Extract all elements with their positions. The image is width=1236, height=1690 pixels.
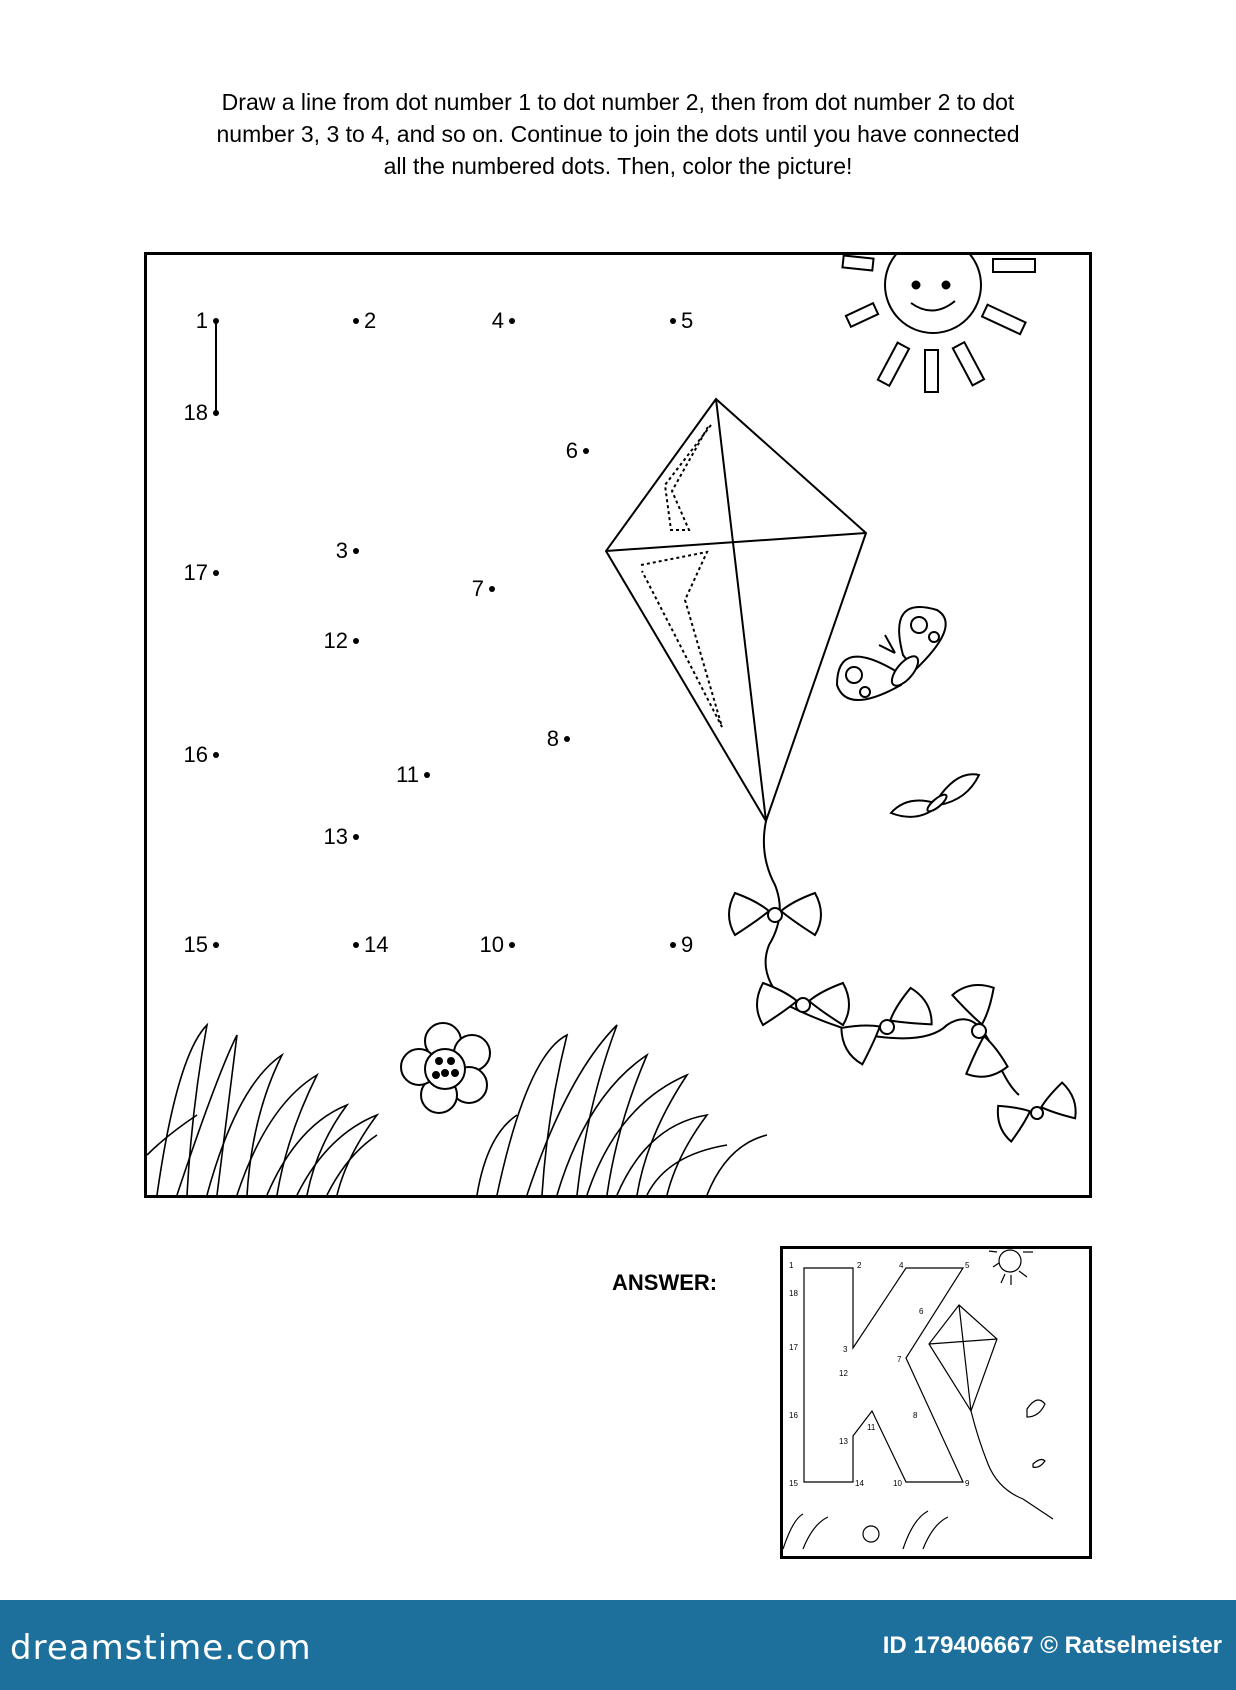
dot-label-9: 9 — [681, 932, 694, 957]
dot-label-4: 4 — [491, 308, 504, 333]
dot-6 — [583, 448, 589, 454]
answer-dot-label: 7 — [897, 1355, 902, 1364]
instructions-line-3: all the numbered dots. Then, color the picture! — [383, 153, 853, 179]
answer-dot-label: 16 — [789, 1411, 798, 1420]
footer-bar — [0, 1600, 1236, 1690]
dot-12 — [353, 638, 359, 644]
dot-to-dot-puzzle — [144, 252, 1092, 1198]
dot-label-10: 10 — [479, 932, 504, 957]
answer-dot-label: 17 — [789, 1343, 798, 1352]
answer-thumbnail — [780, 1246, 1092, 1559]
dot-17 — [213, 570, 219, 576]
dot-label-3: 3 — [335, 538, 348, 563]
dot-label-1: 1 — [195, 308, 208, 333]
answer-dot-label: 14 — [855, 1479, 864, 1488]
answer-label: ANSWER: — [612, 1270, 718, 1295]
kite-bows — [729, 893, 1080, 1143]
footer-image-id: ID 179406667 © Ratselmeister — [882, 1632, 1222, 1659]
dot-label-5: 5 — [681, 308, 694, 333]
dot-7 — [489, 586, 495, 592]
letter-k-outline — [804, 1268, 963, 1482]
dot-label-2: 2 — [364, 308, 377, 333]
footer-logo: dreamstime.com — [10, 1628, 312, 1668]
answer-kite-icon — [929, 1305, 997, 1411]
answer-dot-label: 13 — [839, 1437, 848, 1446]
answer-dot-label: 2 — [857, 1261, 862, 1270]
dot-13 — [353, 834, 359, 840]
dot-16 — [213, 752, 219, 758]
answer-dot-label: 18 — [789, 1289, 798, 1298]
small-butterfly-icon — [891, 774, 979, 817]
dot-18 — [213, 410, 219, 416]
dot-label-12: 12 — [323, 628, 348, 653]
answer-dot-label: 5 — [965, 1261, 970, 1270]
puzzle-artwork — [147, 255, 1089, 1195]
dot-label-8: 8 — [546, 726, 559, 751]
instructions-line-1: Draw a line from dot number 1 to dot number 2, then from dot number 2 to dot — [221, 89, 1015, 115]
answer-dot-label: 4 — [899, 1261, 904, 1270]
answer-dot-label: 3 — [843, 1345, 848, 1354]
butterfly-icon — [837, 607, 946, 700]
dot-11 — [424, 772, 430, 778]
answer-dot-label: 12 — [839, 1369, 848, 1378]
answer-dot-label: 10 — [893, 1479, 902, 1488]
dot-1 — [213, 318, 219, 324]
answer-artwork — [783, 1249, 1089, 1556]
dot-label-14: 14 — [364, 932, 389, 957]
dot-label-13: 13 — [323, 824, 348, 849]
dot-2 — [353, 318, 359, 324]
answer-dot-label: 8 — [913, 1411, 918, 1420]
dot-label-16: 16 — [183, 742, 208, 767]
dot-4 — [509, 318, 515, 324]
instructions — [100, 86, 1136, 182]
flower-icon — [401, 1023, 490, 1113]
dot-10 — [509, 942, 515, 948]
instructions-line-2: number 3, 3 to 4, and so on. Continue to join the dots until you have connected — [216, 121, 1020, 147]
dot-label-7: 7 — [471, 576, 484, 601]
dot-14 — [353, 942, 359, 948]
dot-label-15: 15 — [183, 932, 208, 957]
dot-9 — [670, 942, 676, 948]
answer-dot-label: 9 — [965, 1479, 970, 1488]
dot-5 — [670, 318, 676, 324]
dot-8 — [564, 736, 570, 742]
answer-dot-label: 1 — [789, 1261, 794, 1270]
answer-dot-label: 6 — [919, 1307, 924, 1316]
dot-15 — [213, 942, 219, 948]
answer-dot-label: 11 — [867, 1423, 876, 1432]
answer-dot-label: 15 — [789, 1479, 798, 1488]
dot-label-18: 18 — [183, 400, 208, 425]
dot-label-11: 11 — [396, 762, 419, 787]
dot-label-17: 17 — [183, 560, 208, 585]
dot-label-6: 6 — [565, 438, 578, 463]
sun-icon — [842, 255, 1035, 392]
dot-3 — [353, 548, 359, 554]
